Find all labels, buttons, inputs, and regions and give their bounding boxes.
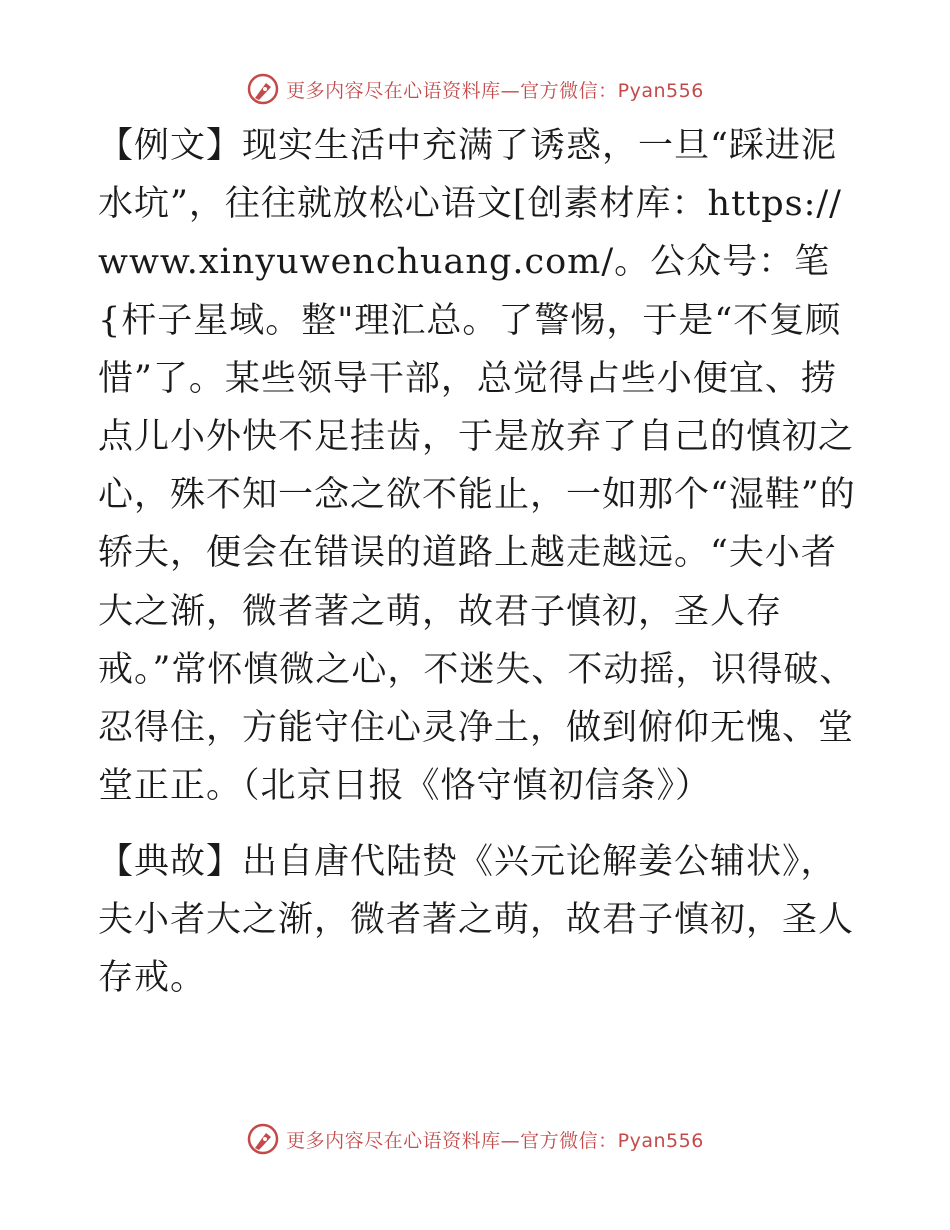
watermark-text: 更多内容尽在心语资料库—官方微信：Pyan556 [286,1129,704,1152]
example-paragraph: 【例文】现实生活中充满了诱惑，一旦“踩进泥水坑”，往往就放松心语文[创素材库：https://www.xinyuwenchuang.com/。公众号：笔{杆子星域。整"理汇总。了警惕，于是“不复顾惜”了。某些领导干部，总觉得占些小便宜、捞点儿小外快不足挂齿，于是放弃了自己的慎初之心，殊不知一念之欲不能止，一如那个“湿鞋”的轿夫，便会在错误的道路上越走越远。“夫小者大之渐，微者著之萌，故君子慎初，圣人存戒。”常怀慎微之心，不迷失、不动摇，识得破、忍得住，方能守住心灵净土，做到俯仰无愧、堂堂正正。（北京日报《恪守慎初信条》） [98,126,856,807]
pen-nib-icon [246,72,280,106]
footer-watermark [0,1122,950,1156]
watermark-text: 更多内容尽在心语资料库—官方微信：Pyan556 [286,79,704,102]
allusion-paragraph: 【典故】出自唐代陆贽《兴元论解姜公辅状》，夫小者大之渐，微者著之萌，故君子慎初，圣人存戒。 [98,842,855,999]
header-watermark [0,72,950,106]
pen-nib-icon [246,1122,280,1156]
